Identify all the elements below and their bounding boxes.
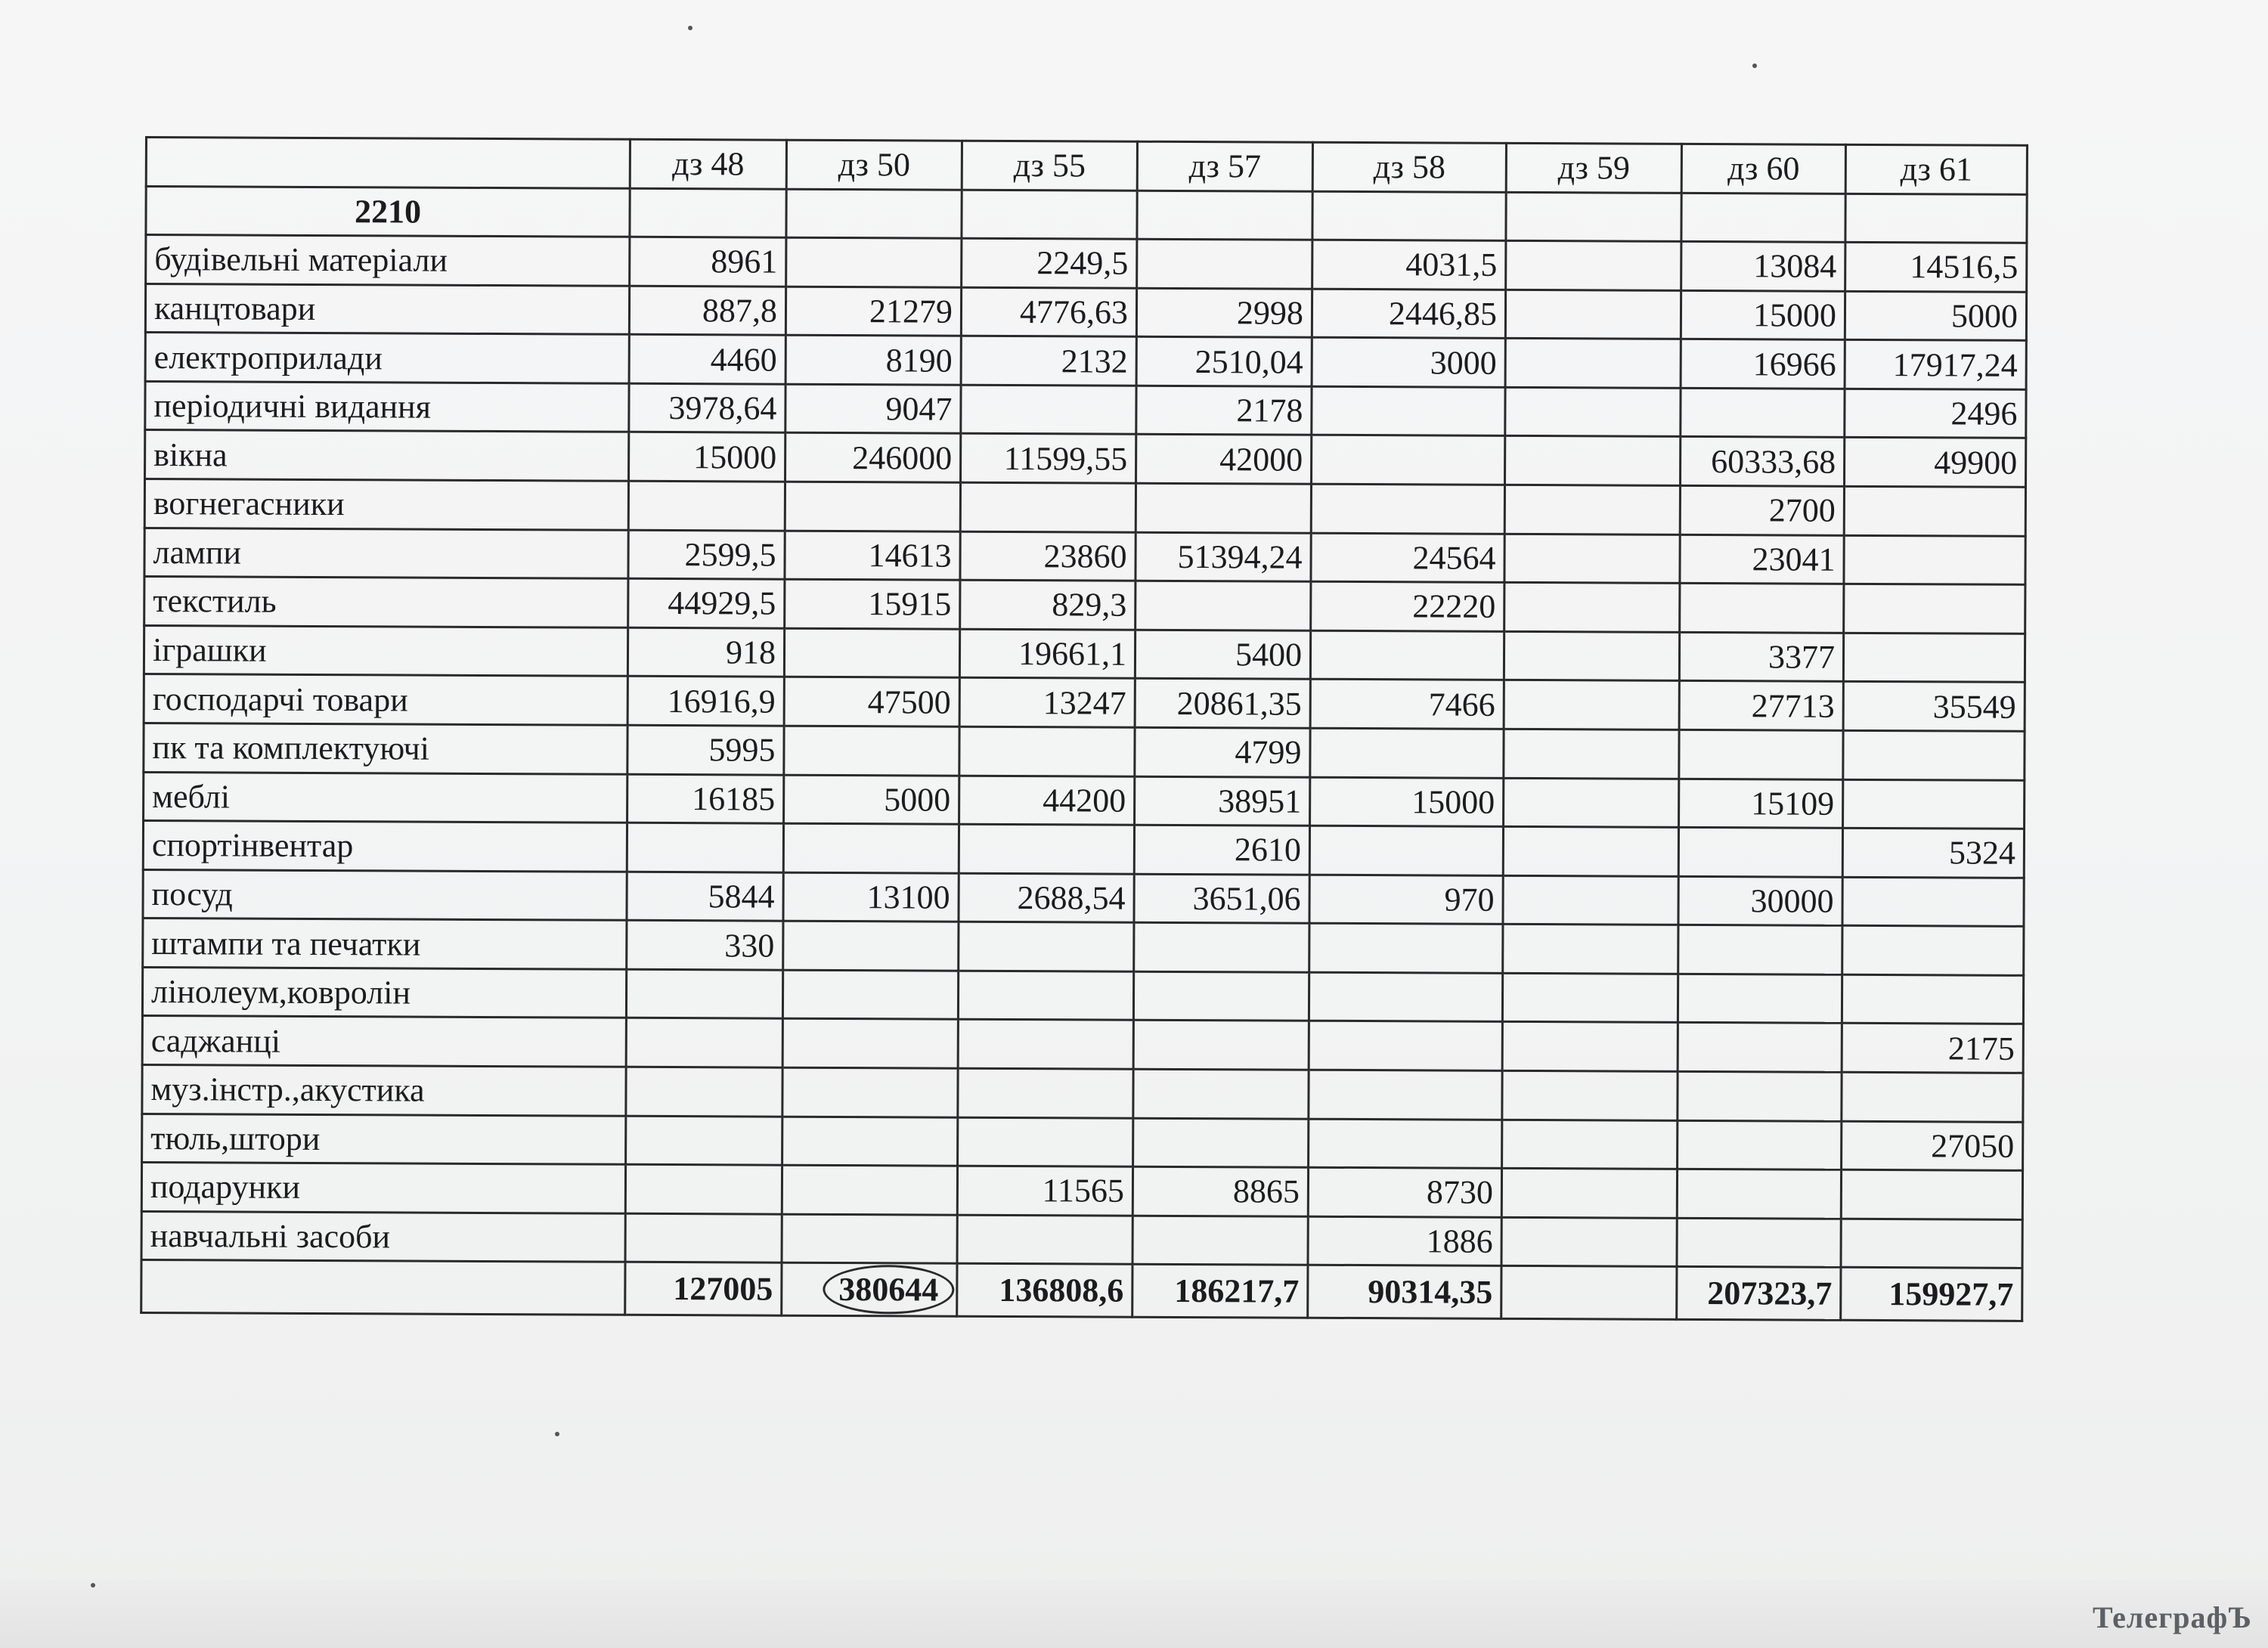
- value-cell: [1678, 974, 1842, 1024]
- value-cell: [1843, 730, 2025, 780]
- value-cell: 2132: [961, 336, 1136, 386]
- value-cell: 330: [627, 921, 783, 970]
- value-cell: 47500: [784, 677, 959, 727]
- value-cell: [628, 481, 785, 530]
- value-cell: 8865: [1132, 1166, 1308, 1216]
- total-cell: 207323,7: [1677, 1267, 1841, 1321]
- expense-table: [140, 136, 2028, 1322]
- value-cell: [1841, 1169, 2022, 1219]
- row-label: пк та комплектуючі: [144, 723, 627, 773]
- value-cell: [1504, 534, 1680, 584]
- value-cell: [1842, 1072, 2023, 1122]
- empty-cell: [1137, 191, 1312, 240]
- value-cell: [783, 823, 959, 873]
- row-label: тюль,штори: [142, 1114, 626, 1164]
- value-cell: 1886: [1308, 1216, 1501, 1266]
- scan-speck: [688, 26, 692, 30]
- value-cell: 970: [1309, 875, 1503, 925]
- value-cell: [961, 385, 1136, 435]
- value-cell: 5400: [1135, 630, 1310, 680]
- value-cell: [1842, 926, 2024, 976]
- table-row: [144, 528, 2025, 584]
- value-cell: 4031,5: [1312, 240, 1506, 290]
- value-cell: 51394,24: [1136, 532, 1311, 582]
- empty-cell: [786, 189, 962, 239]
- value-cell: 49900: [1844, 438, 2025, 488]
- table-row: [145, 430, 2026, 487]
- value-cell: [1503, 925, 1678, 974]
- total-cell: 159927,7: [1841, 1268, 2022, 1321]
- table-row: [144, 674, 2025, 731]
- value-cell: [1311, 484, 1504, 534]
- value-cell: 246000: [785, 433, 961, 483]
- table-row: [145, 381, 2026, 438]
- value-cell: 5324: [1842, 828, 2024, 878]
- value-cell: [626, 1116, 782, 1165]
- value-cell: [783, 921, 959, 971]
- value-cell: [1681, 388, 1845, 438]
- value-cell: 15000: [629, 432, 785, 482]
- total-cell: 186217,7: [1132, 1265, 1308, 1318]
- value-cell: [1502, 973, 1678, 1023]
- table-row: [145, 283, 2026, 340]
- value-cell: [958, 1020, 1133, 1070]
- value-cell: 44929,5: [628, 578, 785, 627]
- value-cell: 2249,5: [962, 238, 1137, 288]
- value-cell: 11565: [957, 1166, 1132, 1216]
- row-label: посуд: [143, 869, 627, 920]
- total-cell: [1501, 1266, 1677, 1320]
- row-label: штампи та печатки: [143, 918, 627, 969]
- value-cell: 60333,68: [1681, 437, 1845, 487]
- total-cell: 90314,35: [1308, 1265, 1501, 1319]
- value-cell: 27050: [1842, 1121, 2023, 1171]
- table-row: [146, 235, 2027, 292]
- section-code: 2210: [146, 186, 630, 237]
- row-label: текстиль: [144, 577, 628, 627]
- value-cell: [626, 969, 782, 1018]
- circled-total: 380644: [823, 1265, 954, 1315]
- value-cell: [1309, 1119, 1502, 1169]
- value-cell: [1677, 1218, 1841, 1268]
- value-cell: [1133, 1069, 1309, 1119]
- value-cell: 21279: [785, 287, 961, 336]
- scan-speck: [555, 1432, 559, 1436]
- row-label: лампи: [144, 528, 628, 578]
- value-cell: 2599,5: [628, 530, 785, 579]
- value-cell: 13100: [783, 872, 959, 922]
- value-cell: [782, 1165, 957, 1215]
- empty-cell: [962, 190, 1137, 240]
- value-cell: 42000: [1136, 435, 1312, 485]
- watermark-logo: ТелеграфЪ: [2093, 1600, 2252, 1634]
- value-cell: 3651,06: [1134, 874, 1309, 924]
- totals-row: [141, 1260, 2022, 1321]
- total-cell: 127005: [625, 1262, 782, 1316]
- value-cell: [1505, 339, 1681, 389]
- value-cell: [1504, 485, 1680, 534]
- value-cell: [782, 970, 958, 1020]
- row-label: спортінвентар: [143, 821, 627, 872]
- value-cell: [958, 1117, 1133, 1167]
- value-cell: [959, 726, 1135, 776]
- value-cell: 8190: [785, 336, 961, 386]
- value-cell: [782, 1019, 958, 1069]
- value-cell: [1505, 436, 1681, 486]
- sheet-edge: [0, 1580, 2268, 1648]
- value-cell: 5995: [627, 725, 784, 774]
- value-cell: [786, 237, 962, 287]
- table-row: [144, 772, 2025, 829]
- value-cell: 44200: [959, 776, 1135, 826]
- table-row: [143, 918, 2024, 975]
- value-cell: [1137, 239, 1312, 289]
- value-cell: 3377: [1679, 632, 1843, 682]
- value-cell: [1309, 1021, 1502, 1071]
- table-row: [144, 577, 2025, 633]
- empty-cell: [1312, 191, 1506, 241]
- value-cell: 4799: [1135, 727, 1310, 777]
- value-cell: [1504, 729, 1679, 779]
- value-cell: 15000: [1681, 290, 1845, 340]
- value-cell: 16185: [627, 774, 784, 823]
- value-cell: [1309, 1070, 1502, 1120]
- value-cell: [1309, 972, 1502, 1022]
- empty-cell: [1506, 192, 1681, 242]
- value-cell: [1505, 290, 1681, 339]
- value-cell: [1134, 922, 1309, 972]
- table-row: [144, 723, 2025, 779]
- value-cell: [1678, 827, 1842, 877]
- value-cell: [1844, 584, 2025, 634]
- value-cell: [1678, 1023, 1842, 1073]
- value-cell: [1136, 483, 1311, 533]
- value-cell: [625, 1164, 782, 1213]
- value-cell: [1133, 971, 1309, 1021]
- row-label: канцтовари: [145, 283, 629, 334]
- value-cell: [1310, 728, 1504, 778]
- row-label: навчальні засоби: [141, 1211, 625, 1262]
- value-cell: [1503, 875, 1678, 925]
- value-cell: [960, 482, 1136, 532]
- header-cell-dz59: дз 59: [1506, 143, 1681, 193]
- value-cell: [1679, 730, 1843, 779]
- value-cell: 2175: [1842, 1024, 2023, 1073]
- empty-cell: [1681, 193, 1845, 243]
- row-label: лінолеум,ковролін: [142, 967, 626, 1018]
- value-cell: [784, 726, 959, 776]
- value-cell: 23041: [1680, 534, 1844, 584]
- value-cell: 3978,64: [629, 383, 785, 432]
- value-cell: 14613: [785, 531, 960, 581]
- value-cell: [1844, 486, 2025, 536]
- value-cell: 23860: [960, 531, 1136, 581]
- row-label: меблі: [144, 772, 627, 822]
- value-cell: [1504, 631, 1679, 681]
- empty-cell: [1845, 194, 2027, 243]
- table-row: [144, 625, 2025, 682]
- value-cell: [1136, 581, 1311, 630]
- empty-cell: [630, 188, 786, 237]
- value-cell: [1502, 1022, 1678, 1072]
- value-cell: [1504, 778, 1679, 828]
- table-row: [141, 1211, 2022, 1268]
- value-cell: [959, 824, 1134, 874]
- value-cell: 17917,24: [1845, 340, 2026, 390]
- value-cell: [627, 822, 783, 872]
- value-cell: [1506, 241, 1681, 291]
- value-cell: 887,8: [629, 286, 785, 335]
- value-cell: 918: [627, 627, 784, 677]
- value-cell: 5000: [784, 775, 959, 825]
- header-cell-dz48: дз 48: [630, 139, 786, 188]
- value-cell: 38951: [1135, 776, 1310, 826]
- table-body: [141, 138, 2028, 1321]
- value-cell: [782, 1067, 958, 1117]
- value-cell: [959, 922, 1134, 971]
- value-cell: [785, 482, 960, 531]
- value-cell: [1505, 387, 1681, 437]
- value-cell: 4776,63: [961, 287, 1136, 337]
- value-cell: 24564: [1311, 533, 1504, 583]
- row-label: вікна: [145, 430, 629, 481]
- table-row: [142, 967, 2023, 1024]
- value-cell: 11599,55: [961, 434, 1136, 484]
- value-cell: 2496: [1845, 389, 2026, 438]
- value-cell: 15109: [1679, 779, 1843, 829]
- total-cell: [782, 1262, 957, 1316]
- value-cell: 3000: [1312, 338, 1505, 388]
- header-cell-dz55: дз 55: [962, 141, 1137, 191]
- table-row: [145, 333, 2026, 389]
- value-cell: [1844, 535, 2025, 585]
- value-cell: [626, 1067, 782, 1116]
- value-cell: [1678, 1071, 1842, 1121]
- value-cell: [958, 971, 1133, 1021]
- value-cell: 22220: [1311, 581, 1504, 631]
- header-cell-dz57: дз 57: [1137, 141, 1312, 191]
- total-cell: 136808,6: [957, 1263, 1132, 1317]
- table-row: [142, 1064, 2023, 1121]
- totals-label-cell: [141, 1260, 625, 1315]
- value-cell: 5000: [1845, 291, 2026, 341]
- value-cell: 15000: [1310, 777, 1504, 827]
- value-cell: [1501, 1217, 1677, 1267]
- section-code-row: [146, 186, 2027, 243]
- table-row: [144, 479, 2025, 536]
- value-cell: 8961: [630, 237, 786, 286]
- value-cell: [1504, 680, 1679, 730]
- scan-speck: [1752, 64, 1757, 68]
- value-cell: [782, 1117, 958, 1166]
- value-cell: 14516,5: [1845, 242, 2027, 292]
- value-cell: 2700: [1680, 485, 1844, 535]
- header-cell-dz60: дз 60: [1681, 144, 1845, 194]
- value-cell: 2610: [1134, 825, 1309, 875]
- row-label: іграшки: [144, 625, 627, 676]
- value-cell: 20861,35: [1135, 679, 1310, 729]
- table-row: [143, 821, 2024, 878]
- value-cell: 2688,54: [959, 873, 1134, 923]
- value-cell: [784, 628, 959, 678]
- value-cell: [1504, 583, 1680, 633]
- row-label: саджанці: [142, 1016, 626, 1067]
- value-cell: 35549: [1843, 682, 2025, 732]
- value-cell: 16966: [1681, 339, 1845, 389]
- value-cell: [1312, 435, 1505, 485]
- row-label: подарунки: [141, 1163, 625, 1213]
- value-cell: 7466: [1310, 680, 1504, 730]
- row-label: будівельні матеріали: [146, 235, 630, 286]
- value-cell: 4460: [629, 335, 785, 384]
- value-cell: [625, 1213, 782, 1262]
- table-row: [142, 1016, 2023, 1073]
- value-cell: [1678, 1120, 1842, 1170]
- value-cell: [958, 1068, 1133, 1118]
- value-cell: 9047: [785, 384, 961, 434]
- value-cell: [1309, 826, 1503, 875]
- value-cell: 2446,85: [1312, 289, 1505, 339]
- table-row: [143, 869, 2024, 926]
- row-label: вогнегасники: [144, 479, 628, 530]
- value-cell: [1842, 974, 2023, 1024]
- value-cell: [1843, 779, 2025, 829]
- value-cell: 2178: [1136, 386, 1312, 435]
- value-cell: 30000: [1678, 876, 1842, 926]
- value-cell: [1678, 925, 1842, 975]
- value-cell: [1133, 1021, 1309, 1070]
- value-cell: 5844: [627, 872, 783, 921]
- value-cell: 829,3: [960, 580, 1136, 630]
- table-row: [142, 1114, 2023, 1170]
- value-cell: [782, 1214, 957, 1264]
- value-cell: [1309, 923, 1503, 973]
- header-cell-dz58: дз 58: [1312, 142, 1506, 192]
- value-cell: [1132, 1216, 1308, 1265]
- header-cell-dz61: дз 61: [1845, 144, 2027, 194]
- table-row: [141, 1163, 2022, 1219]
- header-cell-empty: [146, 138, 630, 188]
- value-cell: [1502, 1070, 1678, 1120]
- value-cell: [626, 1018, 782, 1067]
- value-cell: 27713: [1679, 681, 1843, 731]
- scan-speck: [91, 1583, 95, 1588]
- value-cell: [1501, 1168, 1677, 1218]
- header-cell-dz50: дз 50: [786, 140, 962, 190]
- row-label: господарчі товари: [144, 674, 627, 725]
- value-cell: [1133, 1118, 1309, 1168]
- value-cell: [957, 1215, 1132, 1265]
- value-cell: [1677, 1169, 1841, 1219]
- value-cell: 16916,9: [627, 677, 784, 726]
- row-label: періодичні видання: [145, 381, 629, 432]
- row-label: електроприлади: [145, 333, 629, 383]
- value-cell: 2510,04: [1136, 337, 1312, 387]
- value-cell: [1841, 1219, 2022, 1269]
- value-cell: 15915: [785, 579, 960, 629]
- value-cell: 13247: [959, 678, 1135, 728]
- value-cell: [1843, 633, 2025, 683]
- header-row: [146, 138, 2027, 194]
- value-cell: 2998: [1136, 288, 1312, 338]
- value-cell: 13084: [1681, 242, 1845, 292]
- value-cell: [1502, 1120, 1678, 1169]
- value-cell: 19661,1: [959, 629, 1135, 679]
- value-cell: [1842, 877, 2024, 927]
- value-cell: 8730: [1308, 1167, 1501, 1217]
- value-cell: [1503, 826, 1678, 876]
- value-cell: [1312, 386, 1505, 436]
- value-cell: [1680, 584, 1844, 633]
- row-label: муз.інстр.,акустика: [142, 1064, 626, 1115]
- value-cell: [1310, 630, 1504, 680]
